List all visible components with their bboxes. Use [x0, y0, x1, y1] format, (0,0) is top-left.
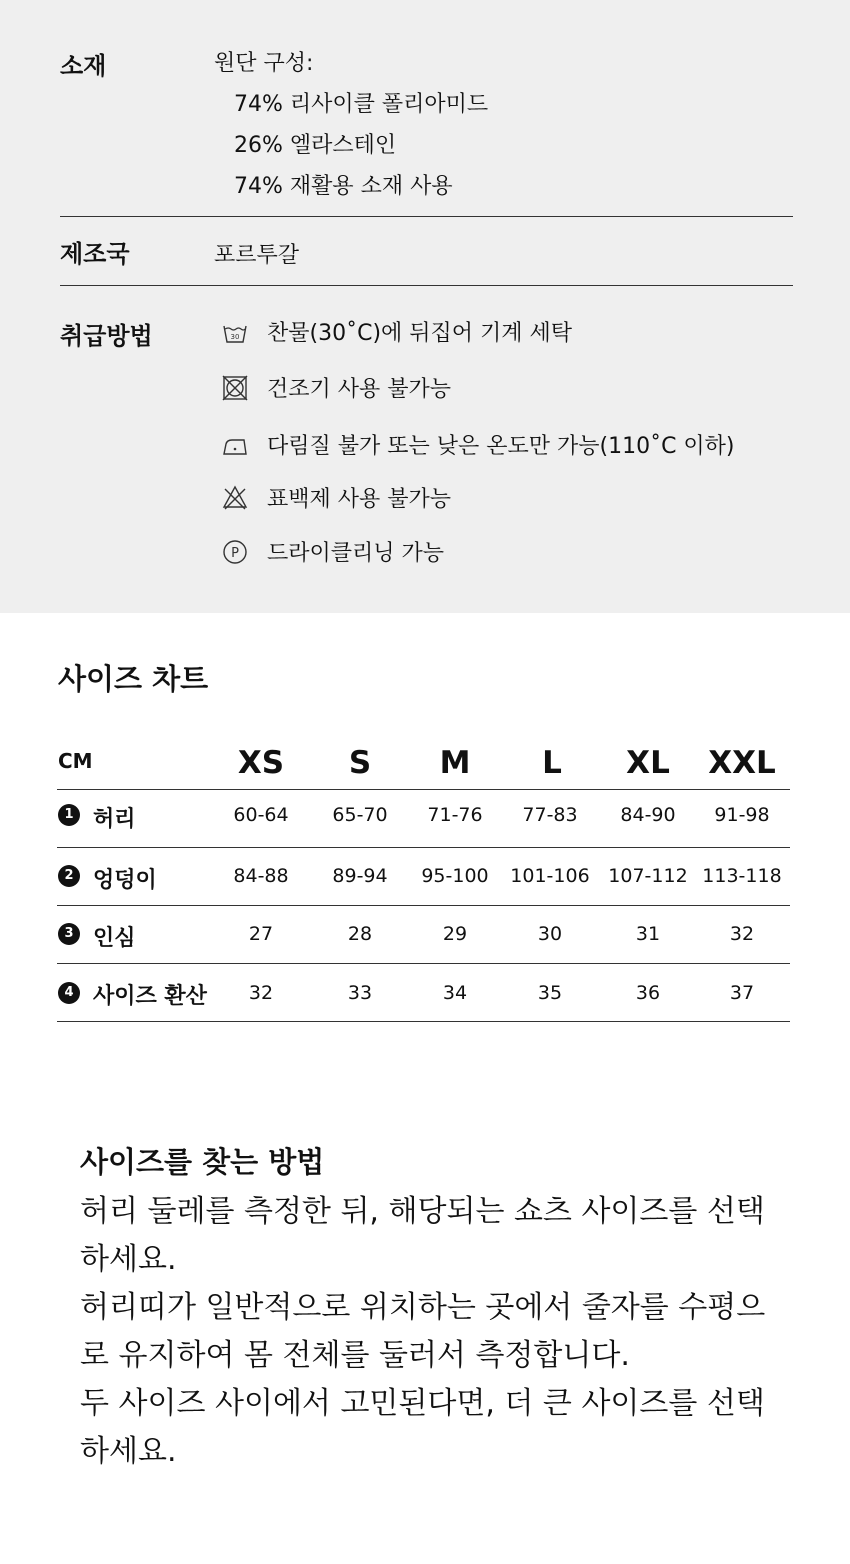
- table-cell: 107-112: [608, 865, 688, 887]
- table-cell: 32: [248, 982, 274, 1004]
- table-cell: 30: [537, 923, 563, 945]
- care-text: 다림질 불가 또는 낮은 온도만 가능(110˚C 이하): [267, 434, 735, 459]
- material-label: 소재: [60, 52, 107, 80]
- unit-label: CM: [58, 749, 93, 773]
- size-column-header: M: [439, 745, 471, 781]
- table-cell: 35: [537, 982, 563, 1004]
- table-divider: [57, 847, 790, 848]
- care-text: 드라이클리닝 가능: [267, 541, 445, 566]
- row-number-badge: 4: [58, 982, 80, 1004]
- row-number-badge: 2: [58, 865, 80, 887]
- guide-paragraph: 허리띠가 일반적으로 위치하는 곳에서 줄자를 수평으로 유지하여 몸 전체를 둘러서 측정합니다.: [80, 1290, 766, 1373]
- table-cell: 84-90: [620, 804, 676, 826]
- table-divider: [57, 905, 790, 906]
- table-cell: 101-106: [510, 865, 590, 887]
- table-cell: 95-100: [421, 865, 489, 887]
- size-column-header: XXL: [708, 745, 776, 781]
- table-cell: 33: [347, 982, 373, 1004]
- divider: [60, 216, 793, 217]
- table-cell: 84-88: [233, 865, 289, 887]
- material-line: 26% 엘라스테인: [234, 133, 397, 158]
- guide-paragraph: 허리 둘레를 측정한 뒤, 해당되는 쇼츠 사이즈를 선택하세요.: [80, 1194, 765, 1277]
- table-divider: [57, 963, 790, 964]
- table-cell: 37: [729, 982, 755, 1004]
- no-tumble-dry-icon: [220, 373, 250, 403]
- row-label: 엉덩이: [93, 868, 157, 893]
- size-column-header: L: [542, 745, 562, 781]
- dry-clean-p-icon: [220, 537, 250, 567]
- size-column-header: S: [348, 745, 372, 781]
- size-column-header: XL: [626, 745, 670, 781]
- material-line: 74% 재활용 소재 사용: [234, 174, 453, 199]
- table-cell: 71-76: [427, 804, 483, 826]
- no-bleach-icon: [220, 482, 250, 512]
- table-cell: 28: [347, 923, 373, 945]
- care-text: 건조기 사용 불가능: [267, 377, 452, 402]
- table-cell: 91-98: [714, 804, 770, 826]
- material-line: 74% 리사이클 폴리아미드: [234, 92, 489, 117]
- care-text: 찬물(30˚C)에 뒤집어 기계 세탁: [267, 321, 573, 346]
- table-cell: 29: [442, 923, 468, 945]
- table-divider: [57, 789, 790, 790]
- size-guide-title: 사이즈를 찾는 방법: [80, 1145, 325, 1179]
- material-line: 원단 구성:: [214, 51, 314, 76]
- size-column-header: XS: [237, 745, 285, 781]
- table-cell: 36: [635, 982, 661, 1004]
- care-label: 취급방법: [60, 322, 153, 350]
- care-text: 표백제 사용 불가능: [267, 487, 452, 512]
- guide-paragraph: 두 사이즈 사이에서 고민된다면, 더 큰 사이즈를 선택하세요.: [80, 1386, 765, 1469]
- svg-text:30: 30: [230, 333, 240, 341]
- table-cell: 113-118: [702, 865, 782, 887]
- wash-30-icon: [220, 318, 250, 348]
- origin-value: 포르투갈: [214, 243, 300, 268]
- table-cell: 32: [729, 923, 755, 945]
- row-label: 사이즈 환산: [93, 984, 207, 1009]
- iron-low-icon: [220, 430, 250, 460]
- row-number-badge: 3: [58, 923, 80, 945]
- table-cell: 31: [635, 923, 661, 945]
- table-cell: 34: [442, 982, 468, 1004]
- table-cell: 60-64: [233, 804, 289, 826]
- row-number-badge: 1: [58, 804, 80, 826]
- row-label: 인심: [93, 926, 136, 951]
- size-guide-body: [80, 1188, 780, 1476]
- table-cell: 65-70: [332, 804, 388, 826]
- size-chart-title: 사이즈 차트: [58, 662, 209, 696]
- row-label: 허리: [93, 807, 136, 832]
- table-divider: [57, 1021, 790, 1022]
- svg-text:P: P: [231, 546, 239, 561]
- divider: [60, 285, 793, 286]
- table-cell: 27: [248, 923, 274, 945]
- table-cell: 89-94: [332, 865, 388, 887]
- origin-label: 제조국: [60, 240, 130, 268]
- table-cell: 77-83: [522, 804, 578, 826]
- product-info-panel: [0, 0, 850, 613]
